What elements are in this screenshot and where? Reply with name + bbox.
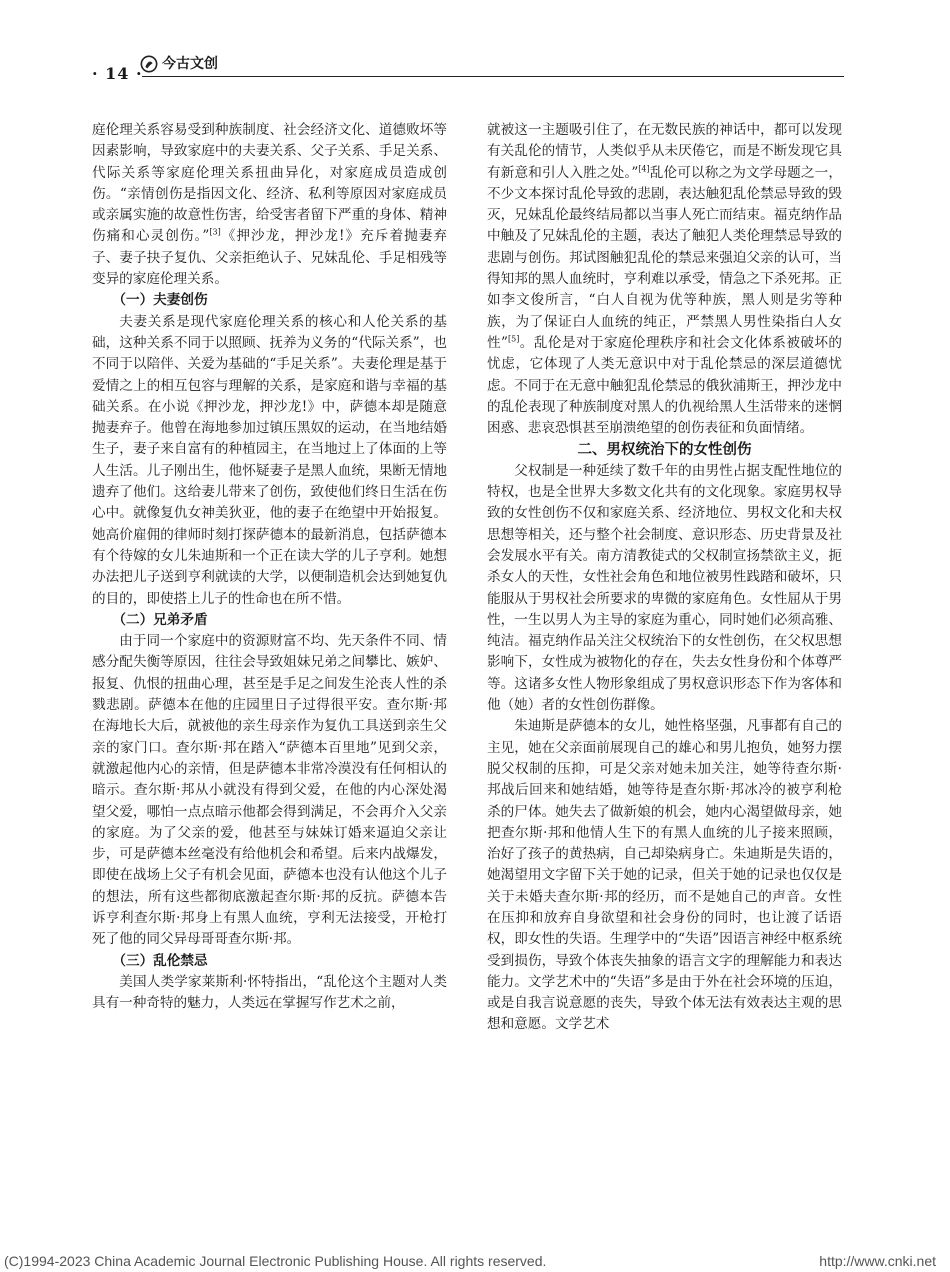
right-column <box>487 120 842 1036</box>
page-number: · 14 · <box>92 64 143 83</box>
section-heading: （一）夫妻创伤 <box>112 292 208 309</box>
left-column <box>92 120 447 1014</box>
citation-ref[interactable]: [3] <box>209 227 221 237</box>
paragraph: 美国人类学家莱斯利·怀特指出，“乱伦这个主题对人类具有一种奇特的魅力，人类远在掌握写作艺术之前， <box>92 973 447 1012</box>
paragraph: 就被这一主题吸引住了，在无数民族的神话中，都可以发现有关乱伦的情节，人类似乎从未厌倦它，而是不断发现它具有新意和引人入胜之处。”[4]乱伦可以称之为文学母题之一，不少文本探讨乱伦导致的悲剧，表达触犯乱伦禁忌导致的毁灭，兄妹乱伦最终结局都以当事人死亡而结束。福克纳作品中触及了兄妹乱伦的主题，表达了触犯人类伦理禁忌导致的悲剧与创伤。邦试图触犯乱伦的禁忌来强迫父亲的认可，当得知邦的黑人血统时，亨利难以承受，情急之下杀死邦。正如李文俊所言，“白人自视为优等种族，黑人则是劣等种族，为了保证白人血统的纯正，严禁黑人男性染指白人女性”[5]。乱伦是对于家庭伦理秩序和社会文化体系被破坏的忧虑，它体现了人类无意识中对于乱伦禁忌的深层道德忧虑。不同于在无意中触犯乱伦禁忌的俄狄浦斯王，押沙龙中的乱伦表现了种族制度对黑人的仇视给黑人生活带来的迷惘困惑、悲哀恐惧甚至崩溃绝望的创伤表征和负面情绪。 <box>487 122 843 437</box>
journal-logo-icon <box>140 55 158 73</box>
citation-ref[interactable]: [5] <box>507 334 520 344</box>
paragraph: 父权制是一种延续了数千年的由男性占据支配性地位的特权，也是全世界大多数文化共有的文化现象。家庭男权导致的女性创伤不仅和家庭关系、经济地位、男权文化和夫权思想等相关，还与整个社会制度、意识形态、历史背景及社会发展水平有关。南方清教徒式的父权制宣扬禁欲主义，扼杀女人的天性，女性社会角色和地位被男性践踏和破坏，只能服从于男权社会所要求的卑微的家庭角色。女性屈从于男性，一生以男人为主导的家庭为重心，同时她们必须高雅、纯洁。福克纳作品关注父权统治下的女性创伤，在父权思想影响下，女性成为被物化的存在，失去女性身份和个体尊严等。这诸多女性人物形象组成了男权意识形态下作为客体和他（她）者的女性创伤群像。 <box>487 462 842 714</box>
header-rule <box>142 76 844 77</box>
journal-name: 今古文创 <box>162 56 218 72</box>
copyright-notice: (C)1994-2023 China Academic Journal Electronic Publishing House. All rights reserved. <box>4 1253 547 1269</box>
page-header <box>92 52 844 86</box>
paragraph: 庭伦理关系容易受到种族制度、社会经济文化、道德败坏等因素影响，导致家庭中的夫妻关系、父子关系、手足关系、代际关系等家庭伦理关系扭曲异化，对家庭成员造成创伤。“亲情创伤是指因文化、经济、私利等原因对家庭成员或亲属实施的故意性伤害，给受害者留下严重的身体、精神伤痛和心灵创伤。”[3]《押沙龙，押沙龙!》充斥着抛妻弃子、妻子抉子复仇、父亲拒绝认子、兄妹乱伦、手足相残等变异的家庭伦理关系。 <box>92 122 447 288</box>
section-heading: （二）兄弟矛盾 <box>112 611 208 628</box>
paragraph: 夫妻关系是现代家庭伦理关系的核心和人伦关系的基础，这种关系不同于以照顾、抚养为义务的“代际关系”，也不同于以陪伴、关爱为基础的“手足关系”。夫妻伦理是基于爱情之上的相互包容与理解的关系，是家庭和谐与幸福的基础关系。在小说《押沙龙，押沙龙!》中，萨德本却是随意抛妻弃子。他曾在海地参加过镇压黑奴的运动，在当地结婚生子，妻子来自富有的种植园主，在当地过上了体面的上等人生活。儿子刚出生，他怀疑妻子是黑人血统，果断无情地遗弃了他们。这给妻儿带来了创伤，致使他们终日生活在伤心中。就像复仇女神美狄亚，他的妻子在绝望中开始报复。她高价雇佣的律师时刻打探萨德本的最新消息，包括萨德本有个待嫁的女儿朱迪斯和一个正在读大学的儿子亨利。她想办法把儿子送到亨利就读的大学，以便制造机会达到她复仇的目的，即使搭上儿子的性命也在所不惜。 <box>92 313 447 607</box>
section-heading: （三）乱伦禁忌 <box>112 952 208 969</box>
website-link[interactable]: http://www.cnki.net <box>819 1253 936 1269</box>
section-heading: 二、男权统治下的女性创伤 <box>577 441 752 459</box>
page-footer <box>0 1253 950 1269</box>
citation-ref[interactable]: [4] <box>638 164 650 174</box>
paragraph: 朱迪斯是萨德本的女儿，她性格坚强，凡事都有自己的主见，她在父亲面前展现自己的雄心和男儿抱负，她努力摆脱父权制的压抑，可是父亲对她未加关注，她等待查尔斯·邦战后回来和她结婚，她等待是查尔斯·邦冰冷的被亨利枪杀的尸体。她失去了做新娘的机会，她内心渴望做母亲，她把查尔斯·邦和他情人生下的有黑人血统的儿子接来照顾，治好了孩子的黄热病，自己却染病身亡。朱迪斯是失语的，她渴望用文字留下关于她的记录，但关于她的记录也仅仅是关于未婚夫查尔斯·邦的经历，而不是她自己的声音。女性在压抑和放弃自身欲望和社会身份的同时，也让渡了话语权，即女性的失语。生理学中的“失语”因语言神经中枢系统受到损伤，导致个体丧失抽象的语言文字的理解能力和表达能力。文学艺术中的“失语”多是由于外在社会环境的压迫，或是自我言说意愿的丧失，导致个体无法有效表达主观的思想和意愿。文学艺术 <box>487 718 842 1033</box>
paragraph: 由于同一个家庭中的资源财富不均、先天条件不同、情感分配失衡等原因，往往会导致姐妹兄弟之间攀比、嫉妒、报复、仇恨的扭曲心理，甚至是手足之间发生沦丧人性的杀戮悲剧。萨德本在他的庄园里日子过得很平安。查尔斯·邦在海地长大后，就被他的亲生母亲作为复仇工具送到亲生父亲的家门口。查尔斯·邦在踏入“萨德本百里地”见到父亲，就激起他内心的亲情，但是萨德本非常冷漠没有任何相认的暗示。查尔斯·邦从小就没有得到父爱，在他的内心深处渴望父爱，哪怕一点点暗示他都会得到满足，不会再介入父亲的家庭。为了父亲的爱，他甚至与妹妹订婚来逼迫父亲让步，可是萨德本丝毫没有给他机会和希望。后来内战爆发，即使在战场上父子有机会见面，萨德本也没有认他这个儿子的想法，所有这些都彻底激起查尔斯·邦的反抗。萨德本告诉亨利查尔斯·邦身上有黑人血统，亨利无法接受，开枪打死了他的同父异母哥哥查尔斯·邦。 <box>92 633 447 948</box>
